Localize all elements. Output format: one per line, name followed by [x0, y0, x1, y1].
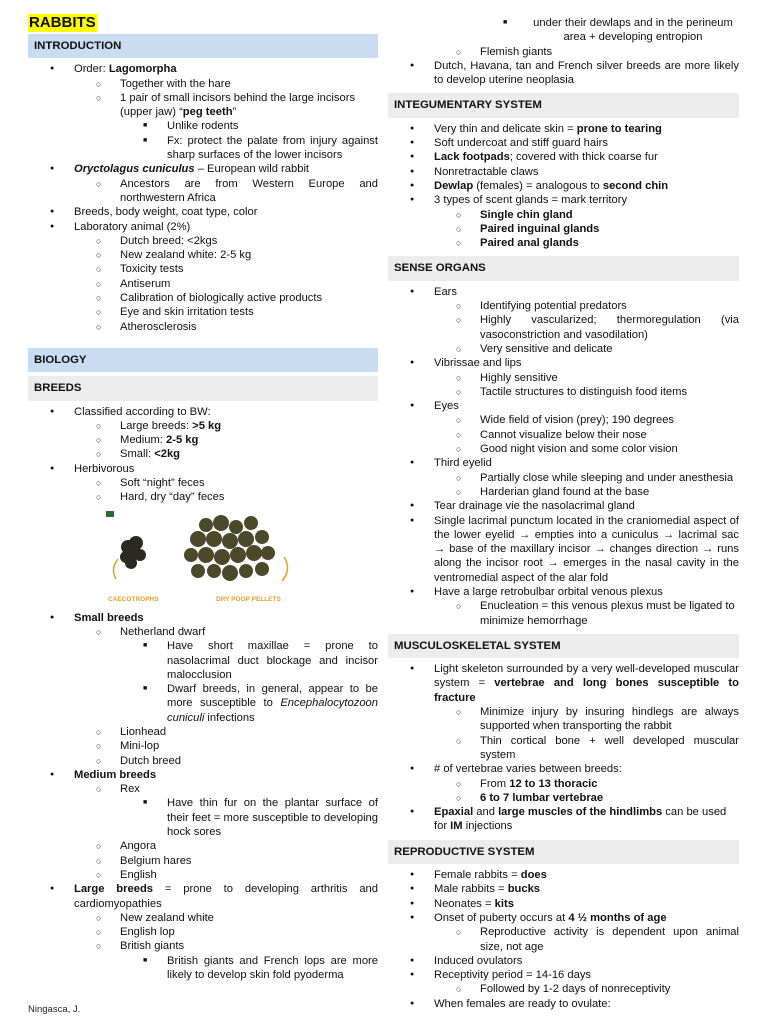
list-item: ○ Flemish giants [388, 45, 739, 59]
section-header-musculoskeletal: MUSCULOSKELETAL SYSTEM [388, 634, 739, 658]
list-item: ○ Medium: 2-5 kg [28, 433, 378, 447]
list-item: ● Induced ovulators [388, 954, 739, 968]
list-item: ● Large breeds = prone to developing arthritis and cardiomyopathies [28, 882, 378, 911]
list-item: ○ English [28, 868, 378, 882]
list-item: ○ British giants [28, 939, 378, 953]
list-item: ● Nonretractable claws [388, 165, 739, 179]
right-column [388, 16, 739, 1011]
list-item: ● 3 types of scent glands = mark territory [388, 193, 739, 207]
list-item: ○ Mini-lop [28, 739, 378, 753]
list-item: ○ Partially close while sleeping and under anesthesia [388, 471, 739, 485]
breeds-list [28, 405, 378, 505]
list-item: ● Single lacrimal punctum located in the craniomedial aspect of the lower eyelid → empties into a cuniculus → lacrimal sac → base of the maxillary incisor → changes direction → runs along the incisor root → emerges in the nasal cavity in the ventromedial aspect of the alar fold [388, 514, 739, 585]
list-item: ○ Very sensitive and delicate [388, 342, 739, 356]
caecotroph-cluster [120, 536, 146, 569]
list-item: ○ Antiserum [28, 277, 378, 291]
list-item: ○ English lop [28, 925, 378, 939]
list-item: ○ Dutch breed [28, 754, 378, 768]
list-item: ● Oryctolagus cuniculus – European wild rabbit [28, 162, 378, 176]
list-item: ○ Lionhead [28, 725, 378, 739]
list-item: ● Tear drainage vie the nasolacrimal gland [388, 499, 739, 513]
list-item: ● # of vertebrae varies between breeds: [388, 762, 739, 776]
dry-pellets-label: DRY POOP PELLETS [216, 595, 281, 603]
section-header-sense-organs: SENSE ORGANS [388, 256, 739, 280]
list-item: ○ New zealand white: 2-5 kg [28, 248, 378, 262]
integumentary-list [388, 122, 739, 251]
list-item: ○ Good night vision and some color vision [388, 442, 739, 456]
list-item: ● Breeds, body weight, coat type, color [28, 205, 378, 219]
feces-illustration [106, 509, 296, 605]
feces-photo [106, 509, 296, 605]
list-item: ● Ears [388, 285, 739, 299]
list-item: ● Light skeleton surrounded by a very well-developed muscular system = vertebrae and long bones susceptible to fracture [388, 662, 739, 705]
list-item: ● Have a large retrobulbar orbital venous plexus [388, 585, 739, 599]
list-item: ○ Thin cortical bone + well developed muscular system [388, 734, 739, 763]
left-arrow-icon [113, 559, 118, 579]
list-item: ● Male rabbits = bucks [388, 882, 739, 896]
list-item: ○ Together with the hare [28, 77, 378, 91]
list-item: ● Lack footpads; covered with thick coarse fur [388, 150, 739, 164]
list-item: ● Third eyelid [388, 456, 739, 470]
list-item: ○ From 12 to 13 thoracic [388, 777, 739, 791]
list-item: ● Small breeds [28, 611, 378, 625]
list-item: ○ Netherland dwarf [28, 625, 378, 639]
caecotrophs-label: CAECOTROPHS [108, 595, 159, 603]
section-header-biology: BIOLOGY [28, 348, 378, 372]
list-item: ● Very thin and delicate skin = prone to tearing [388, 122, 739, 136]
list-item: ● Laboratory animal (2%) [28, 220, 378, 234]
list-item: ● Epaxial and large muscles of the hindlimbs can be used for IM injections [388, 805, 739, 834]
list-item: ● Dutch, Havana, tan and French silver breeds are more likely to develop uterine neoplasia [388, 59, 739, 88]
list-item: ○ Atherosclerosis [28, 320, 378, 334]
list-item: ○ Reproductive activity is dependent upon animal size, not age [388, 925, 739, 954]
list-item: ○ 1 pair of small incisors behind the large incisors (upper jaw) “peg teeth” [28, 91, 378, 120]
list-item: ● Order: Lagomorpha [28, 62, 378, 76]
pellet-cluster [184, 515, 275, 581]
reproductive-list [388, 868, 739, 1011]
list-item: ● Female rabbits = does [388, 868, 739, 882]
list-item: ■ Unlike rodents [28, 119, 378, 133]
introduction-list [28, 62, 378, 334]
list-item: ■ Have short maxillae = prone to nasolacrimal duct blockage and incisor malocclusion [28, 639, 378, 682]
section-header-reproductive: REPRODUCTIVE SYSTEM [388, 840, 739, 864]
list-item: ■ Have thin fur on the plantar surface of their feet = more susceptible to developing hock sores [28, 796, 378, 839]
list-item: ● Dewlap (females) = analogous to second chin [388, 179, 739, 193]
list-item: ○ Rex [28, 782, 378, 796]
list-item: ● Onset of puberty occurs at 4 ½ months of age [388, 911, 739, 925]
list-item: ■ Fx: protect the palate from injury against sharp surfaces of the lower incisors [28, 134, 378, 163]
continued-list [388, 16, 739, 87]
list-item: ● When females are ready to ovulate: [388, 997, 739, 1011]
list-item: ○ Angora [28, 839, 378, 853]
list-item: ● Medium breeds [28, 768, 378, 782]
right-arrow-icon [282, 557, 288, 581]
section-header-breeds: BREEDS [28, 376, 378, 400]
list-item: ○ Paired anal glands [388, 236, 739, 250]
list-item: ■ British giants and French lops are more likely to develop skin fold pyoderma [28, 954, 378, 983]
list-item: ○ Enucleation = this venous plexus must be ligated to minimize hemorrhage [388, 599, 739, 628]
list-item: ● Receptivity period = 14-16 days [388, 968, 739, 982]
list-item: ○ Paired inguinal glands [388, 222, 739, 236]
list-item: ● Eyes [388, 399, 739, 413]
list-item: ■ Dwarf breeds, in general, appear to be more susceptible to Encephalocytozoon cuniculi infections [28, 682, 378, 725]
list-item: ○ Highly vascularized; thermoregulation (via vasoconstriction and vasodilation) [388, 313, 739, 342]
list-item-continued: ■ under their dewlaps and in the perineum area + developing entropion [388, 16, 739, 45]
list-item: ○ Large breeds: >5 kg [28, 419, 378, 433]
list-item: ○ Followed by 1-2 days of nonreceptivity [388, 982, 739, 996]
list-item: ● Classified according to BW: [28, 405, 378, 419]
list-item: ○ New zealand white [28, 911, 378, 925]
small-logo-icon [106, 511, 114, 517]
section-header-introduction: INTRODUCTION [28, 34, 378, 58]
list-item: ○ 6 to 7 lumbar vertebrae [388, 791, 739, 805]
list-item: ○ Toxicity tests [28, 262, 378, 276]
list-item: ● Neonates = kits [388, 897, 739, 911]
list-item: ○ Identifying potential predators [388, 299, 739, 313]
list-item: ○ Eye and skin irritation tests [28, 305, 378, 319]
list-item: ● Herbivorous [28, 462, 378, 476]
breed-sizes-list [28, 611, 378, 983]
musculoskeletal-list [388, 662, 739, 834]
section-header-integumentary: INTEGUMENTARY SYSTEM [388, 93, 739, 117]
list-item: ○ Hard, dry “day” feces [28, 490, 378, 504]
sense-organs-list [388, 285, 739, 628]
list-item: ○ Cannot visualize below their nose [388, 428, 739, 442]
list-item: ○ Tactile structures to distinguish food items [388, 385, 739, 399]
left-column [28, 14, 378, 982]
list-item: ○ Soft “night” feces [28, 476, 378, 490]
list-item: ○ Belgium hares [28, 854, 378, 868]
list-item: ○ Single chin gland [388, 208, 739, 222]
list-item: ○ Highly sensitive [388, 371, 739, 385]
list-item: ○ Ancestors are from Western Europe and northwestern Africa [28, 177, 378, 206]
list-item: ○ Calibration of biologically active products [28, 291, 378, 305]
list-item: ● Vibrissae and lips [388, 356, 739, 370]
page-footer-author: Ningasca, J. [28, 1004, 81, 1015]
document-title: RABBITS [29, 14, 96, 31]
list-item: ○ Wide field of vision (prey); 190 degrees [388, 413, 739, 427]
list-item: ○ Harderian gland found at the base [388, 485, 739, 499]
list-item: ○ Small: <2kg [28, 447, 378, 461]
list-item: ○ Minimize injury by insuring hindlegs are always supported when transporting the rabbit [388, 705, 739, 734]
list-item: ● Soft undercoat and stiff guard hairs [388, 136, 739, 150]
list-item: ○ Dutch breed: <2kgs [28, 234, 378, 248]
